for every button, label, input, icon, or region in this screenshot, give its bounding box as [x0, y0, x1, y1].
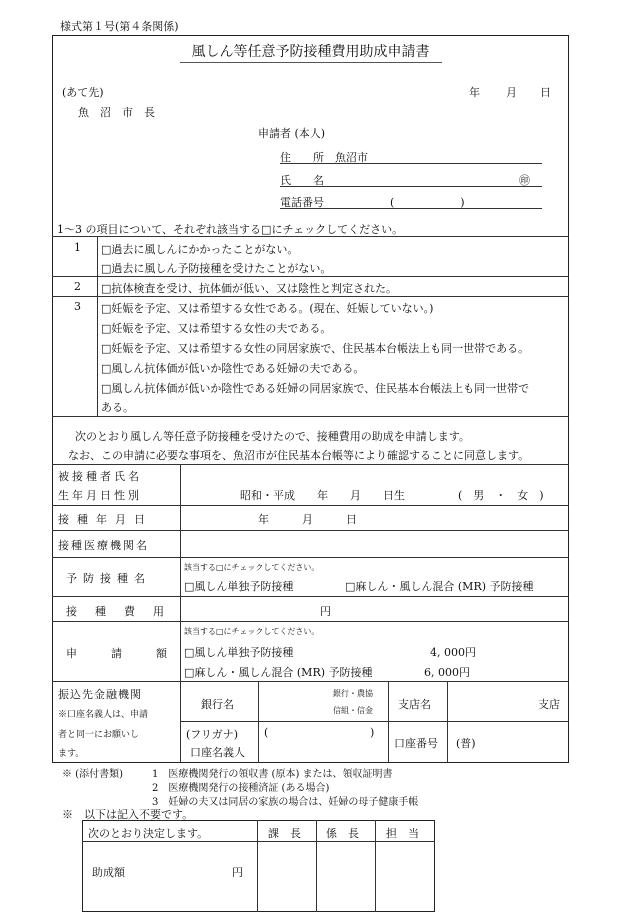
subchief-label: 係 長 [326, 827, 359, 840]
holder-label: 口座名義人 [190, 746, 245, 759]
furigana-open: ( [264, 726, 269, 739]
amount-option-1[interactable]: □風しん単独予防接種 [184, 646, 294, 659]
furigana-label: (フリガナ) [186, 728, 239, 741]
amount-value-2: 6, 000円 [424, 666, 470, 679]
attachment-2: 2 医療機関発行の接種済証 (ある場合) [152, 783, 330, 794]
items-bottom-border [52, 416, 569, 417]
address-value[interactable]: 魚沼市 [335, 151, 368, 164]
date-year[interactable]: 年 [469, 86, 480, 99]
form-number: 様式第１号(第４条関係) [60, 20, 179, 33]
item-3-line-2[interactable]: □妊娠を予定、又は希望する女性の夫である。 [101, 322, 332, 335]
item-3-line-4[interactable]: □風しん抗体価が低いか陰性である妊婦の夫である。 [101, 362, 365, 375]
item-3-line-1[interactable]: □妊娠を予定、又は希望する女性である。(現在、妊娠していない。) [101, 302, 434, 315]
form-title: 風しん等任意予防接種費用助成申請書 [191, 44, 430, 60]
office-note: ※ 以下は記入不要です。 [62, 808, 194, 821]
vacc-type-option-1[interactable]: □風しん単独予防接種 [184, 580, 294, 593]
row-line-6 [52, 681, 569, 682]
items-num-column-line [97, 236, 98, 416]
row-line-5 [52, 621, 569, 622]
branch-suffix: 支店 [538, 698, 560, 711]
sex-value[interactable]: ( 男 ・ 女 ) [458, 489, 544, 502]
row-line-1 [52, 505, 569, 506]
office-header-line [82, 841, 435, 842]
addressee-label: (あて先) [62, 86, 104, 99]
phone-line [280, 208, 542, 209]
vacc-type-note: 該当する□にチェックしてください。 [184, 563, 320, 572]
bank-label-1: 振込先金融機関 [58, 688, 142, 701]
item-divider-1 [52, 276, 569, 277]
title-underline [180, 62, 442, 63]
amount-label: 申請額 [66, 647, 201, 660]
item-3-line-6: ある。 [101, 401, 134, 414]
bank-label-3: 者と同一にお願いし [58, 730, 140, 740]
item-num-2: 2 [74, 280, 81, 293]
item-divider-2 [52, 296, 569, 297]
mayor-label: 魚 沼 市 長 [78, 106, 155, 119]
item-3-line-5[interactable]: □風しん抗体価が低いか陰性である妊婦の同居家族で、住民基本台帳法上も同一世帯で [101, 382, 530, 395]
patient-name-label: 被接種者氏名 [58, 470, 142, 483]
row-line-2 [52, 530, 569, 531]
furigana-close: ) [370, 726, 375, 739]
phone-parens[interactable]: ( ) [390, 196, 465, 209]
name-label: 氏 名 [280, 174, 324, 187]
bank-label-4: ます。 [58, 749, 85, 759]
item-2-line-1[interactable]: □抗体検査を受け、抗体価が低い、又は陰性と判定された。 [101, 282, 397, 295]
bank-column-line-3 [447, 681, 448, 763]
item-num-1: 1 [74, 241, 81, 254]
bank-name-label: 銀行名 [201, 698, 234, 711]
item-1-line-2[interactable]: □過去に風しん予防接種を受けたことがない。 [101, 262, 332, 275]
date-day[interactable]: 日 [540, 86, 551, 99]
declaration-line-2: なお、この申請に必要な事項を、魚沼市が住民基本台帳等により確認することに同意します。 [68, 449, 530, 462]
address-label: 住 所 [280, 151, 324, 164]
vacc-type-label: 予防接種名 [66, 572, 151, 585]
row-line-4 [52, 596, 569, 597]
item-3-line-3[interactable]: □妊娠を予定、又は希望する女性の同居家族で、住民基本台帳法上も同一世帯である。 [101, 342, 530, 355]
attachment-1: 1 医療機関発行の領収書 (原本) または、領収証明書 [152, 769, 393, 780]
clinic-label: 接種医療機関名 [58, 539, 149, 552]
cost-unit[interactable]: 円 [320, 605, 331, 618]
name-line [280, 186, 542, 187]
birth-value[interactable]: 昭和・平成 年 月 日生 [240, 489, 405, 502]
bank-types-2[interactable]: 信組・信金 [333, 706, 373, 715]
cost-label: 接種費用 [66, 605, 182, 618]
form-table-top [52, 464, 569, 465]
branch-label: 支店名 [398, 698, 431, 711]
subsidy-label: 助成額 [92, 866, 125, 879]
office-col-1 [257, 820, 258, 912]
amount-value-1: 4, 000円 [430, 646, 476, 659]
account-type[interactable]: (普) [456, 737, 476, 750]
address-line [280, 163, 542, 164]
instructions: 1～3 の項目について、それぞれ該当する□にチェックしてください。 [57, 223, 404, 236]
bank-column-line-1 [258, 681, 259, 763]
chief-label: 課 長 [268, 827, 301, 840]
applicant-heading: 申請者 (本人) [258, 127, 326, 140]
subsidy-unit: 円 [232, 866, 243, 879]
bank-label-2: ※口座名義人は、申請 [58, 710, 149, 720]
row-line-3 [52, 557, 569, 558]
item-1-line-1[interactable]: □過去に風しんにかかったことがない。 [101, 243, 299, 256]
amount-option-2[interactable]: □麻しん・風しん混合 (MR) 予防接種 [184, 666, 373, 679]
phone-label: 電話番号 [280, 196, 324, 209]
declaration-line-1: 次のとおり風しん等任意予防接種を受けたので、接種費用の助成を申請します。 [75, 430, 470, 443]
bank-types-1[interactable]: 銀行・農協 [333, 689, 373, 698]
vacc-type-option-2[interactable]: □麻しん・風しん混合 (MR) 予防接種 [345, 580, 534, 593]
attachments-label: ※ (添付書類) [62, 769, 123, 780]
items-top-border [52, 236, 569, 237]
office-col-3 [375, 820, 376, 912]
decision-label: 次のとおり決定します。 [88, 827, 209, 840]
attachment-3: 3 妊婦の夫又は同居の家族の場合は、妊婦の母子健康手帳 [152, 797, 419, 808]
birth-label: 生年月日性別 [58, 489, 142, 502]
bank-mid-line [180, 721, 569, 722]
date-month[interactable]: 月 [506, 86, 517, 99]
staff-label: 担 当 [386, 827, 419, 840]
office-col-2 [316, 820, 317, 912]
account-number-label: 口座番号 [394, 737, 438, 750]
seal-mark: ㊞ [519, 174, 530, 187]
bank-column-line-2 [388, 681, 389, 763]
vacc-date-value[interactable]: 年 月 日 [258, 513, 357, 526]
item-num-3: 3 [74, 300, 81, 313]
amount-note: 該当する□にチェックしてください。 [184, 627, 320, 636]
vacc-date-label: 接種年月日 [58, 513, 153, 526]
